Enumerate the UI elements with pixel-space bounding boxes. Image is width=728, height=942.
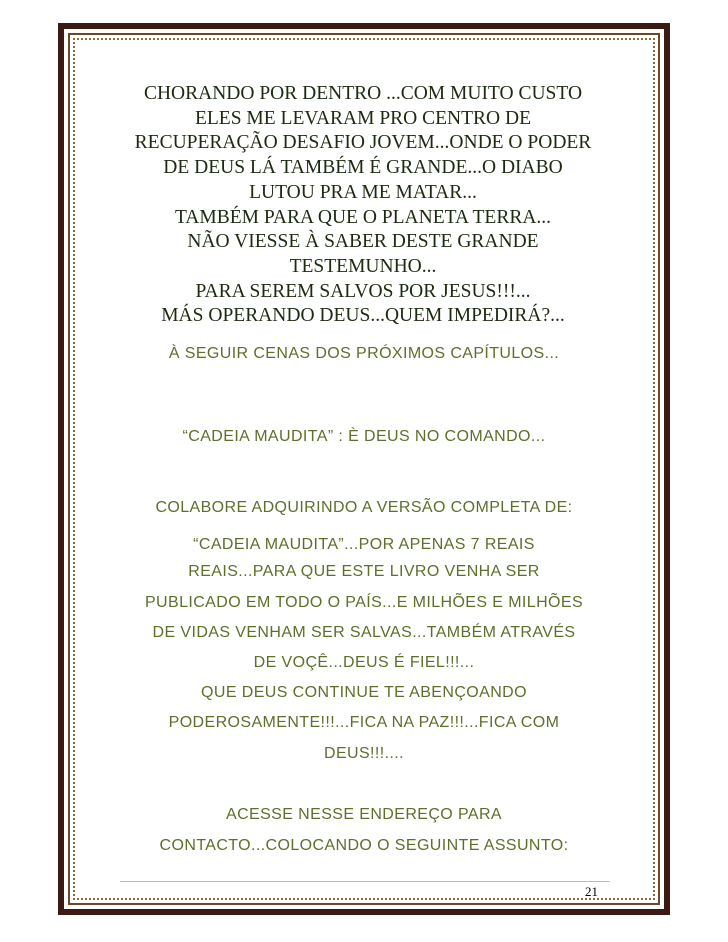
intro-line: DE DEUS LÁ TAMBÉM É GRANDE...O DIABO <box>163 157 563 179</box>
appeal-line: DEUS!!!.... <box>324 745 404 762</box>
intro-line: TAMBÉM PARA QUE O PLANETA TERRA... <box>174 206 552 228</box>
intro-line: ELES ME LEVARAM PRO CENTRO DE <box>194 107 532 129</box>
intro-line: PARA SEREM SALVOS POR JESUS!!!... <box>195 280 531 302</box>
appeal-line: PODEROSAMENTE!!!...FICA NA PAZ!!!...FICA COM <box>168 714 560 731</box>
contact-line: ACESSE NESSE ENDEREÇO PARA <box>226 806 502 823</box>
appeal-line: DE VIDAS VENHAM SER SALVAS...TAMBÉM ATRAVÉS <box>152 624 576 641</box>
appeal-line: REAIS...PARA QUE ESTE LIVRO VENHA SER <box>188 563 540 580</box>
contact-line: CONTACTO...COLOCANDO O SEGUINTE ASSUNTO: <box>159 837 569 854</box>
appeal-line: QUE DEUS CONTINUE TE ABENÇOANDO <box>201 684 527 701</box>
appeal-line: COLABORE ADQUIRINDO A VERSÃO COMPLETA DE: <box>155 499 573 516</box>
page-number: 21 <box>585 884 598 899</box>
appeal-line: “CADEIA MAUDITA”...POR APENAS 7 REAIS <box>193 536 535 553</box>
chapter-title: “CADEIA MAUDITA” : È DEUS NO COMANDO... <box>182 428 546 445</box>
intro-line: TESTEMUNHO... <box>289 255 437 277</box>
next-chapters-heading: À SEGUIR CENAS DOS PRÓXIMOS CAPÍTULOS... <box>168 345 560 362</box>
intro-line: LUTOU PRA ME MATAR... <box>249 181 477 203</box>
intro-line: CHORANDO POR DENTRO ...COM MUITO CUSTO <box>143 83 583 104</box>
footer-rule <box>120 881 610 882</box>
intro-paragraph <box>118 82 608 329</box>
appeal-line: PUBLICADO EM TODO O PAÍS...E MILHÕES E MILHÕES <box>144 594 584 611</box>
appeal-line: DE VOÇÊ...DEUS É FIEL!!!... <box>253 654 475 671</box>
intro-line: NÃO VIESSE À SABER DESTE GRANDE <box>187 231 539 253</box>
intro-line: RECUPERAÇÃO DESAFIO JOVEM...ONDE O PODER <box>134 132 592 154</box>
intro-line: MÁS OPERANDO DEUS...QUEM IMPEDIRÁ?... <box>161 305 565 327</box>
